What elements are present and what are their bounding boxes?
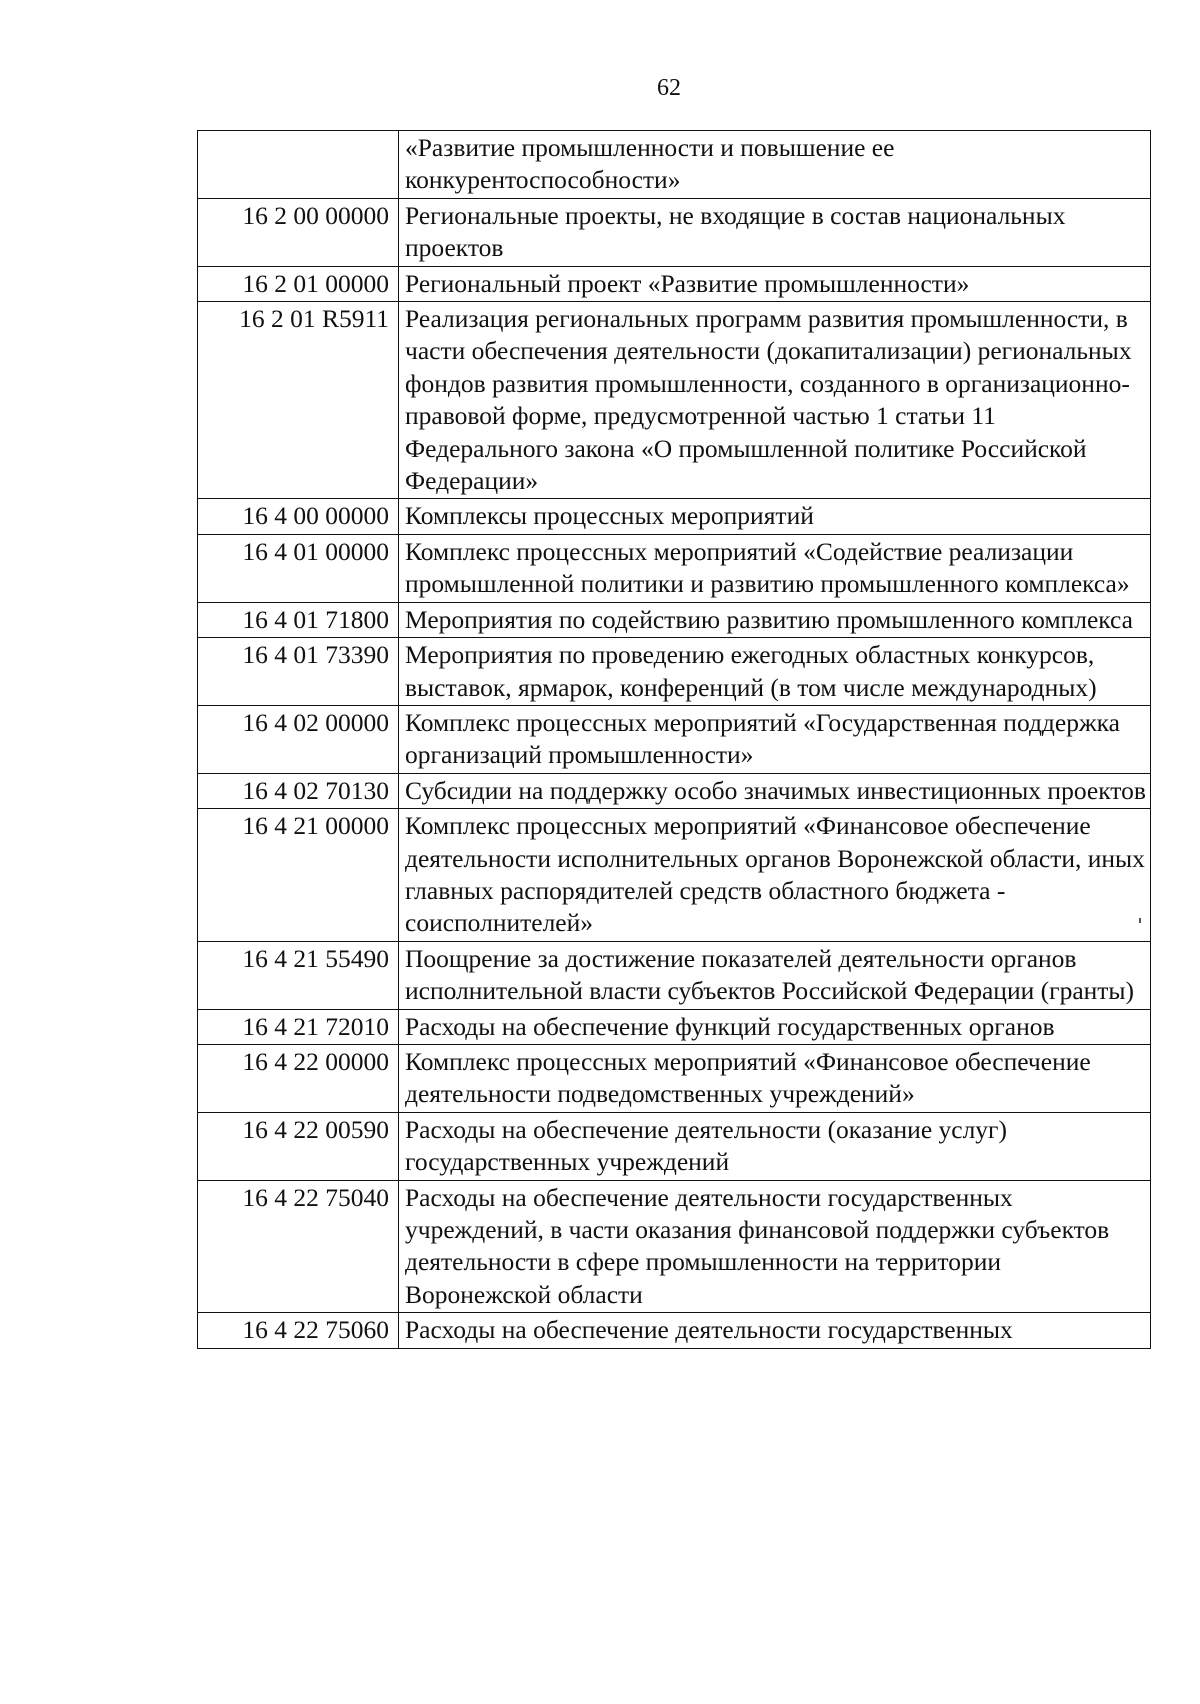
description-cell: Региональные проекты, не входящие в состав национальных проектов — [399, 198, 1151, 266]
table-row — [198, 941, 1151, 1009]
description-cell: Реализация региональных программ развития промышленности, в части обеспечения деятельности (докапитализации) региональных фондов развития промышленности, созданного в организационно-правовой форме, предусмотренной частью 1 статьи 11 Федерального закона «О промышленной политике Российской Федерации» — [399, 302, 1151, 499]
code-cell: 16 2 01 R5911 — [198, 302, 399, 499]
code-cell: 16 4 02 70130 — [198, 773, 399, 808]
description-cell: Комплекс процессных мероприятий «Финансовое обеспечение деятельности подведомственных учреждений» — [399, 1044, 1151, 1112]
description-cell: Комплекс процессных мероприятий «Государственная поддержка организаций промышленности» — [399, 705, 1151, 773]
scan-speck — [1139, 918, 1141, 923]
table-row — [198, 705, 1151, 773]
code-cell: 16 4 01 00000 — [198, 534, 399, 602]
description-cell: Комплексы процессных мероприятий — [399, 499, 1151, 534]
table-row — [198, 1044, 1151, 1112]
description-cell: Расходы на обеспечение деятельности (оказание услуг) государственных учреждений — [399, 1112, 1151, 1180]
page-number: 62 — [657, 75, 681, 101]
table-row — [198, 1180, 1151, 1313]
table-row — [198, 302, 1151, 499]
code-cell: 16 4 02 00000 — [198, 705, 399, 773]
table-row — [198, 809, 1151, 942]
table-body — [198, 131, 1151, 1349]
description-cell: Комплекс процессных мероприятий «Содействие реализации промышленной политики и развитию промышленного комплекса» — [399, 534, 1151, 602]
description-cell: Расходы на обеспечение деятельности государственных учреждений, в части оказания финансовой поддержки субъектов деятельности в сфере промышленности на территории Воронежской области — [399, 1180, 1151, 1313]
description-cell: Мероприятия по содействию развитию промышленного комплекса — [399, 602, 1151, 637]
description-cell: Расходы на обеспечение функций государственных органов — [399, 1009, 1151, 1044]
code-cell: 16 4 22 75040 — [198, 1180, 399, 1313]
code-cell: 16 4 22 00000 — [198, 1044, 399, 1112]
description-cell: Комплекс процессных мероприятий «Финансовое обеспечение деятельности исполнительных органов Воронежской области, иных главных распорядителей средств областного бюджета - соисполнителей» — [399, 809, 1151, 942]
code-cell — [198, 131, 399, 199]
table-row — [198, 499, 1151, 534]
table-row — [198, 1009, 1151, 1044]
code-cell: 16 4 01 73390 — [198, 638, 399, 706]
code-cell: 16 4 21 72010 — [198, 1009, 399, 1044]
table-row — [198, 1313, 1151, 1348]
code-cell: 16 4 21 00000 — [198, 809, 399, 942]
code-cell: 16 2 01 00000 — [198, 266, 399, 301]
description-cell: Субсидии на поддержку особо значимых инвестиционных проектов — [399, 773, 1151, 808]
code-cell: 16 2 00 00000 — [198, 198, 399, 266]
table-row — [198, 602, 1151, 637]
code-cell: 16 4 00 00000 — [198, 499, 399, 534]
table-row — [198, 131, 1151, 199]
code-cell: 16 4 22 75060 — [198, 1313, 399, 1348]
description-cell: Региональный проект «Развитие промышленности» — [399, 266, 1151, 301]
description-cell: Поощрение за достижение показателей деятельности органов исполнительной власти субъектов Российской Федерации (гранты) — [399, 941, 1151, 1009]
table-row — [198, 1112, 1151, 1180]
table-row — [198, 773, 1151, 808]
code-cell: 16 4 22 00590 — [198, 1112, 399, 1180]
code-cell: 16 4 01 71800 — [198, 602, 399, 637]
table-row — [198, 638, 1151, 706]
table-row — [198, 534, 1151, 602]
description-cell: Мероприятия по проведению ежегодных областных конкурсов, выставок, ярмарок, конференций (в том числе международных) — [399, 638, 1151, 706]
description-cell: Расходы на обеспечение деятельности государственных — [399, 1313, 1151, 1348]
table-row — [198, 198, 1151, 266]
code-cell: 16 4 21 55490 — [198, 941, 399, 1009]
budget-classification-table — [197, 130, 1151, 1349]
table-row — [198, 266, 1151, 301]
description-cell: «Развитие промышленности и повышение ее конкурентоспособности» — [399, 131, 1151, 199]
